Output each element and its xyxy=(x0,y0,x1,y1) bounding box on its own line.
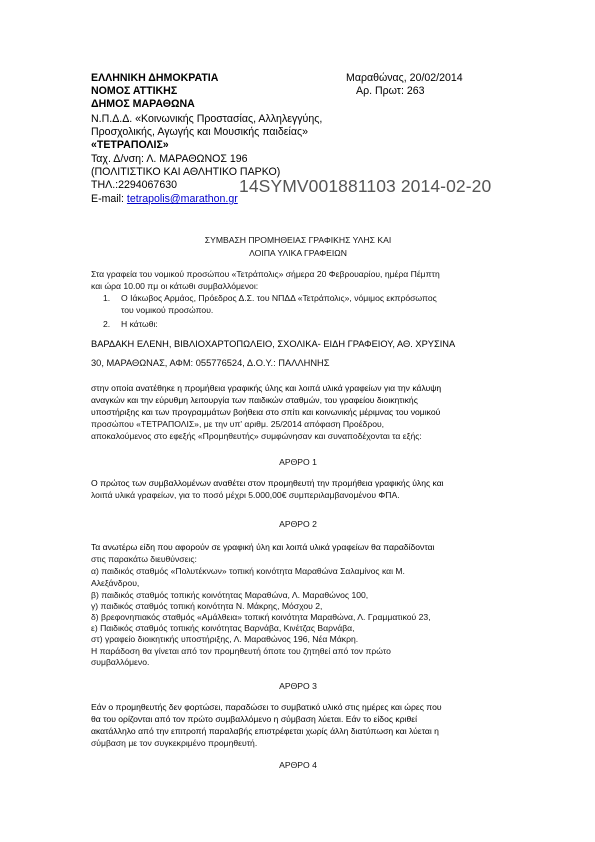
place-date: Μαραθώνας, 20/02/2014 xyxy=(346,72,463,84)
article-2-line11: συμβαλλόμενο. xyxy=(91,657,150,667)
article-3-heading: ΑΡΘΡΟ 3 xyxy=(279,681,317,691)
contract-title-line2: ΛΟΙΠΑ ΥΛΙΚΑ ΓΡΑΦΕΙΩΝ xyxy=(249,248,347,258)
protocol-number: Αρ. Πρωτ: 263 xyxy=(356,85,425,97)
intro-line1: Στα γραφεία του νομικού προσώπου «Τετράπολις» σήμερα 20 Φεβρουαρίου, ημέρα Πέμπτη xyxy=(91,269,440,279)
party-item-2-line1: Η κάτωθι: xyxy=(121,319,158,329)
article-4-heading: ΑΡΘΡΟ 4 xyxy=(279,760,317,770)
supplier-line2: 30, ΜΑΡΑΘΩΝΑΣ, ΑΦΜ: 055776524, Δ.Ο.Υ.: ΠΑΛΛΗΝΗΣ xyxy=(91,358,330,368)
article-2-line3: α) παιδικός σταθμός «Πολυτέκνων» τοπική κοινότητα Μαραθώνα Σαλαμίνος και Μ. xyxy=(91,566,405,576)
article-3-line4: σύμβαση με τον συγκεκριμένο προμηθευτή. xyxy=(91,738,258,748)
article-3-line3: ακατάλληλο από την επιτροπή παραλαβής επιστρέφεται χωρίς άλλη διατύπωση και λύεται η xyxy=(91,726,439,736)
article-2-line6: γ) παιδικός σταθμός τοπική κοινότητα Ν. Μάκρης, Μόσχου 2, xyxy=(91,601,323,611)
intro-line2: και ώρα 10.00 πμ οι κάτωθι συμβαλλόμενοι: xyxy=(91,281,259,291)
republic-heading: ΕΛΛΗΝΙΚΗ ΔΗΜΟΚΡΑΤΙΑ xyxy=(91,72,219,84)
supplier-line1: ΒΑΡΔΑΚΗ ΕΛΕΝΗ, ΒΙΒΛΙΟΧΑΡΤΟΠΩΛΕΙΟ, ΣΧΟΛΙΚΑ- ΕΙΔΗ ΓΡΑΦΕΙΟΥ, ΑΘ. ΧΡΥΣΙΝΑ xyxy=(91,339,456,349)
party-item-number-2: 2. xyxy=(103,319,111,329)
article-1-heading: ΑΡΘΡΟ 1 xyxy=(279,457,317,467)
article-2-line7: δ) βρεφονηπιακός σταθμός «Αμάλθεια» τοπική κοινότητα Μαραθώνα, Λ. Γραμματικού 23, xyxy=(91,612,431,622)
entity-name: «ΤΕΤΡΑΠΟΛΙΣ» xyxy=(91,139,169,151)
preamble-line4: προσώπου «ΤΕΤΡΑΠΟΛΙΣ», με την υπ' αριθμ. 25/2014 απόφαση Προέδρου, xyxy=(91,419,385,429)
contract-title-line1: ΣΥΜΒΑΣΗ ΠΡΟΜΗΘΕΙΑΣ ΓΡΑΦΙΚΗΣ ΥΛΗΣ ΚΑΙ xyxy=(204,235,392,245)
address-line1: Ταχ. Δ/νση: Λ. ΜΑΡΑΘΩΝΟΣ 196 xyxy=(91,153,248,165)
municipality-heading: ΔΗΜΟΣ ΜΑΡΑΘΩΝΑ xyxy=(91,98,195,110)
article-2-line1: Τα ανωτέρω είδη που αφορούν σε γραφική ύλη και λοιπά υλικά γραφείων θα παραδίδονται xyxy=(91,542,435,552)
entity-description-line1: Ν.Π.Δ.Δ. «Κοινωνικής Προστασίας, Αλληλεγγύης, xyxy=(91,113,323,125)
email-label: E-mail: xyxy=(91,193,124,205)
article-1-line2: λοιπά υλικά γραφείων, για το ποσό μέχρι 5.000,00€ συμπεριλαμβανομένου ΦΠΑ. xyxy=(91,490,400,500)
article-2-line2: στις παρακάτω διευθύνσεις: xyxy=(91,554,197,564)
article-2-line5: β) παιδικός σταθμός τοπικής κοινότητας Μαραθώνα, Λ. Μαραθώνος 100, xyxy=(91,590,369,600)
preamble-line1: στην οποία ανατέθηκε η προμήθεια γραφικής ύλης και λοιπά υλικά γραφείων για την κάλυψη xyxy=(91,383,442,393)
article-2-line9: στ) γραφείο διοικητικής υποστήριξης, Λ. Μαραθώνος 196, Νέα Μάκρη. xyxy=(91,634,359,644)
prefecture-heading: ΝΟΜΟΣ ΑΤΤΙΚΗΣ xyxy=(91,85,178,97)
article-2-heading: ΑΡΘΡΟ 2 xyxy=(279,519,317,529)
diavgeia-stamp: 14SYMV001881103 2014-02-20 xyxy=(239,176,492,196)
email-link[interactable]: tetrapolis@marathon.gr xyxy=(126,193,238,205)
address-line2: (ΠΟΛΙΤΙΣΤΙΚΟ ΚΑΙ ΑΘΛΗΤΙΚΟ ΠΑΡΚΟ) xyxy=(91,166,281,178)
article-2-line10: Η παράδοση θα γίνεται από τον προμηθευτή όποτε του ζητηθεί από τον πρώτο xyxy=(91,646,391,656)
party-item-1-line1: Ο Ιάκωβος Αρμάος, Πρόεδρος Δ.Σ. του ΝΠΔΔ «Τετράπολις», νόμιμος εκπρόσωπος xyxy=(121,293,437,303)
article-2-line4: Αλεξάνδρου, xyxy=(91,578,140,588)
party-item-1-line2: του νομικού προσώπου. xyxy=(121,305,214,315)
article-3-line1: Εάν ο προμηθευτής δεν φορτώσει, παραδώσει το συμβατικό υλικό στις ημέρες και ώρες που xyxy=(91,702,442,712)
entity-description-line2: Προσχολικής, Αγωγής και Μουσικής παιδείας» xyxy=(91,126,308,138)
preamble-line3: υποστήριξης και των προγραμμάτων βοήθεια στο σπίτι και κοινωνικής μέριμνας του νομικού xyxy=(91,407,441,417)
article-1-line1: Ο πρώτος των συμβαλλομένων αναθέτει στον προμηθευτή την προμήθεια γραφικής ύλης και xyxy=(91,478,444,488)
preamble-line5: αποκαλούμενος στο εφεξής «Προμηθευτής» συμφώνησαν και συναποδέχονται τα εξής: xyxy=(91,431,422,441)
preamble-line2: αναγκών και την εύρυθμη λειτουργία των παιδικών σταθμών, του γραφείου διοικητικής xyxy=(91,395,418,405)
email-row xyxy=(91,193,238,206)
phone-number: ΤΗΛ.:2294067630 xyxy=(91,179,178,191)
article-2-line8: ε) Παιδικός σταθμός τοπικής κοινότητας Βαρνάβα, Κινέτζας Βαρνάβα, xyxy=(91,623,355,633)
article-3-line2: θα του ορίζονται από τον πρώτο συμβαλλόμενο η σύμβαση λύεται. Εάν το είδος κριθεί xyxy=(91,714,418,724)
party-item-number-1: 1. xyxy=(103,293,111,303)
